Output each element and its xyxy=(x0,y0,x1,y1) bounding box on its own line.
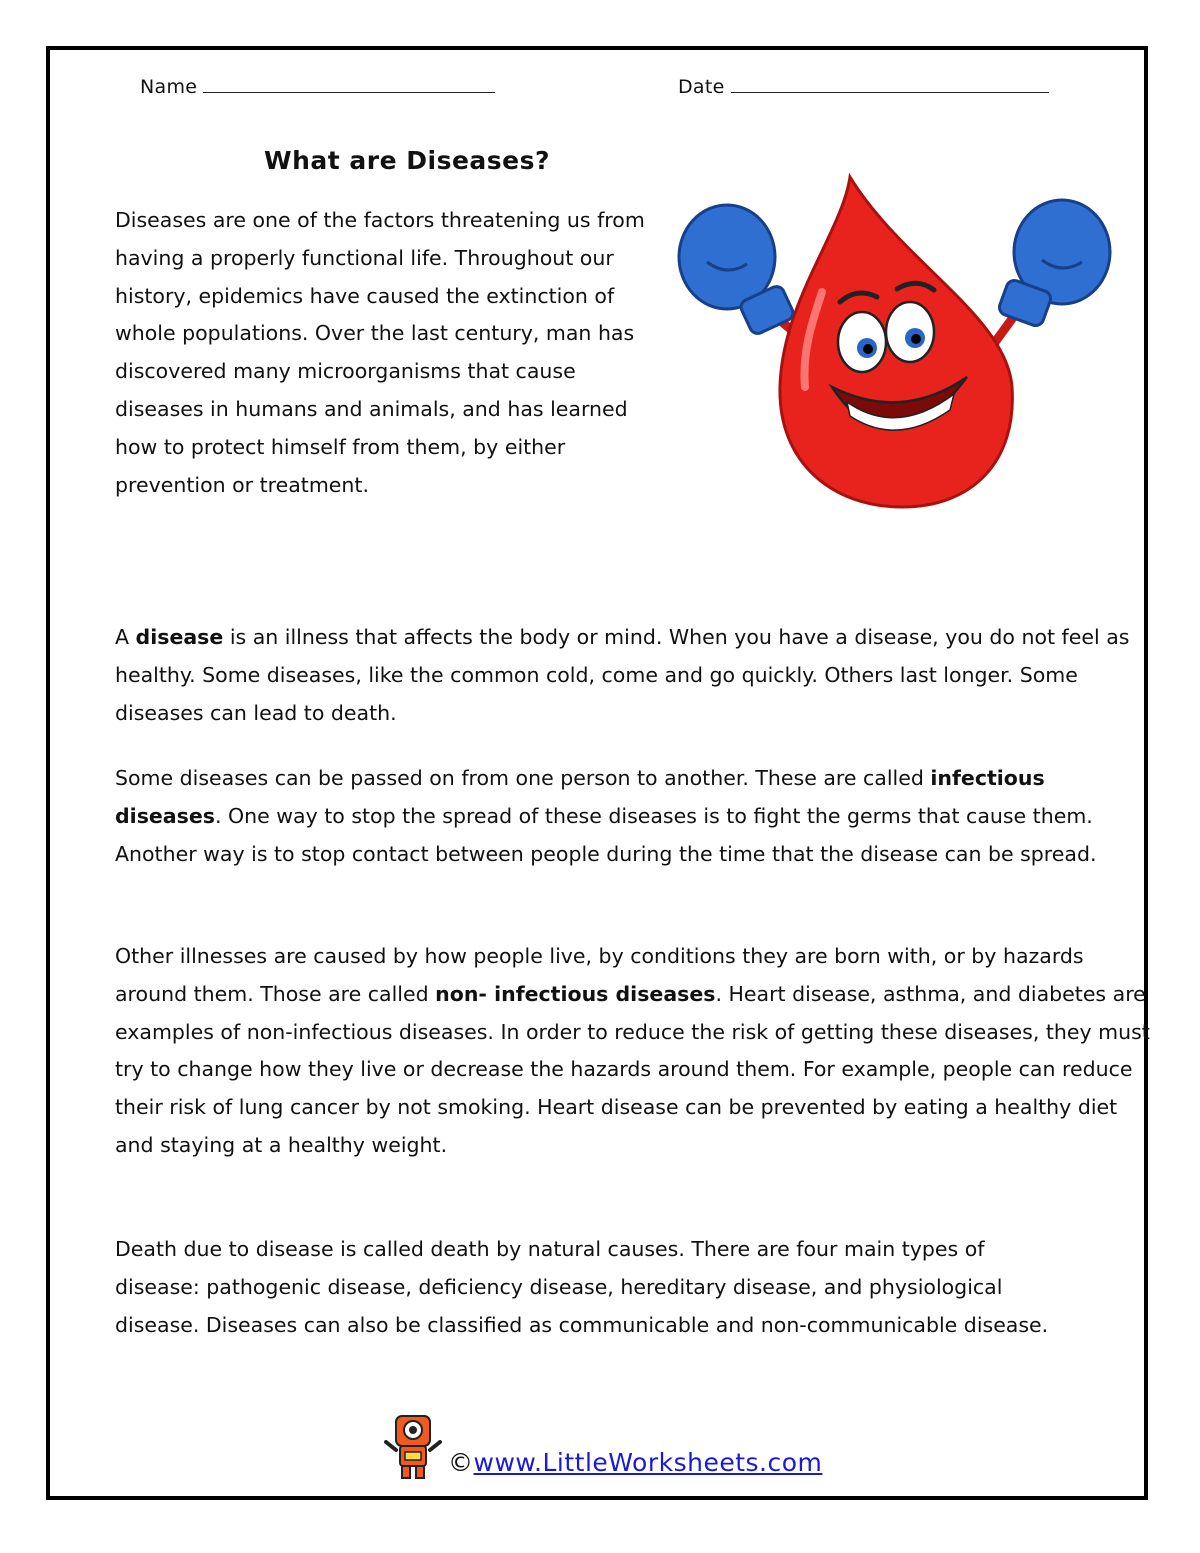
date-label: Date xyxy=(678,76,725,98)
text-span: . Heart disease, asthma, and diabetes are examples of non-infectious diseases. In order to reduce the risk of getting these diseases, they must try to change how they live or decrease the hazards around them. For example, people can reduce their risk of lung cancer by not smoking. Heart disease can be prevented by eating a healthy diet and staying at a healthy weight. xyxy=(115,981,1150,1157)
name-label: Name xyxy=(140,76,198,98)
bold-term-infectious: infectious diseases xyxy=(115,766,1045,828)
intro-paragraph: Diseases are one of the factors threatening us from having a properly functional life. Throughout our history, epidemics have caused the extinction of whole populations. Over the last century, man has discovered many microorganisms that cause diseases in humans and animals, and has learned how to protect himself from them, by either prevention or treatment. xyxy=(115,208,645,497)
text-span: Some diseases can be passed on from one person to another. These are called xyxy=(115,766,931,790)
bold-term-non-infectious: non- infectious diseases xyxy=(435,981,716,1006)
blood-drop-mascot-image xyxy=(672,172,1122,522)
definition-paragraph xyxy=(115,619,1155,732)
text-span: Other illnesses are caused by how people live, by conditions they are born with, or by hazards around them. Those are called xyxy=(115,944,1084,1006)
text-span: . One way to stop the spread of these diseases is to fight the germs that cause them. Another way is to stop contact between people during the time that the disease can be spread. xyxy=(115,803,1097,866)
footer xyxy=(382,1412,842,1482)
worksheet-title: What are Diseases? xyxy=(264,146,551,175)
text-span: is an illness that affects the body or mind. When you have a disease, you do not feel as healthy. Some diseases, like the common cold, come and go quickly. Others last longer. Some diseases can lead to death. xyxy=(115,625,1130,725)
copyright-line xyxy=(448,1448,822,1477)
date-field xyxy=(678,76,1049,98)
non-infectious-paragraph xyxy=(115,938,1155,1165)
types-paragraph: Death due to disease is called death by natural causes. There are four main types of disease: pathogenic disease, deficiency disease, hereditary disease, and physiological disease. Diseases can also be classified as communicable and non-communicable disease. xyxy=(115,1237,1049,1337)
text-span: A xyxy=(115,625,136,649)
website-link[interactable]: www.LittleWorksheets.com xyxy=(473,1448,823,1477)
name-blank-line[interactable] xyxy=(203,76,495,93)
date-blank-line[interactable] xyxy=(731,76,1049,93)
name-field xyxy=(140,76,495,98)
infectious-paragraph xyxy=(115,760,1155,873)
copyright-symbol: © xyxy=(448,1448,474,1477)
robot-logo-icon xyxy=(382,1412,444,1480)
bold-term-disease: disease xyxy=(135,625,224,649)
